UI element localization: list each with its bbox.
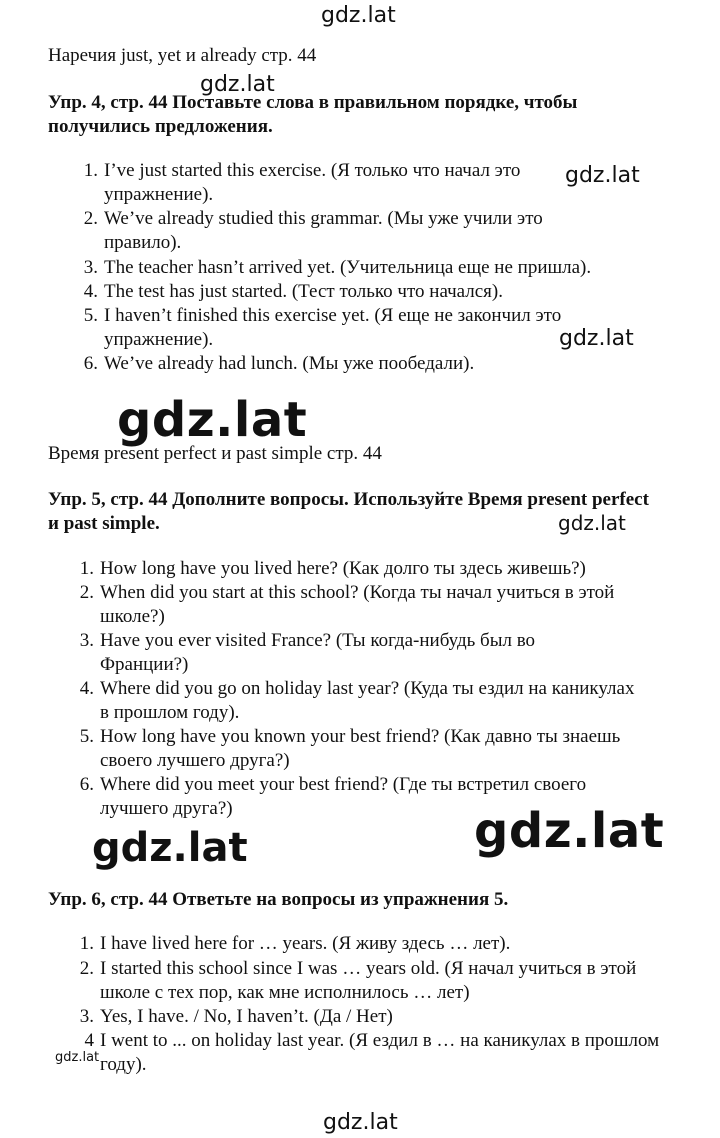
item-number: 6. xyxy=(83,353,98,374)
section-title: Наречия just, yet и already стр. 44 xyxy=(48,45,317,66)
exercise-heading: Упр. 6, стр. 44 Ответьте на вопросы из упражнения 5. xyxy=(48,889,509,910)
watermark: gdz.lat xyxy=(559,326,634,351)
item-text: I haven’t finished this exercise yet. (Я еще не закончил это упражнение). xyxy=(104,305,562,350)
item-text: Where did you go on holiday last year? (Куда ты ездил на каникулах в прошлом году). xyxy=(100,678,635,723)
exercise-heading: Упр. 5, стр. 44 Дополните вопросы. Используйте Время present perfect и past simple. xyxy=(48,489,649,534)
item-text: How long have you known your best friend? (Как давно ты знаешь своего лучшего друга?) xyxy=(100,726,621,771)
watermark: gdz.lat xyxy=(474,803,665,859)
list-item xyxy=(70,677,640,725)
item-number: 5. xyxy=(83,305,98,326)
list-item xyxy=(70,725,640,773)
item-text: Have you ever visited France? (Ты когда-нибудь был во Франции?) xyxy=(100,630,536,675)
item-text: When did you start at this school? (Когда ты начал учиться в этой школе?) xyxy=(100,582,615,627)
list-item xyxy=(70,957,680,1005)
item-text: I went to ... on holiday last year. (Я ездил в … на каникулах в прошлом году). xyxy=(100,1030,660,1075)
item-text: We’ve already had lunch. (Мы уже пообедали). xyxy=(104,353,475,374)
watermark: gdz.lat xyxy=(92,825,248,871)
list-item xyxy=(70,773,645,821)
watermark: gdz.lat xyxy=(200,72,275,97)
watermark: gdz.lat xyxy=(321,3,396,28)
watermark: gdz.lat xyxy=(558,511,626,535)
item-number: 1. xyxy=(83,160,98,181)
item-text: The teacher hasn’t arrived yet. (Учительница еще не пришла). xyxy=(104,257,592,278)
list-item xyxy=(78,159,574,207)
item-text: Yes, I have. / No, I haven’t. (Да / Нет) xyxy=(100,1006,393,1027)
list-item xyxy=(70,581,660,629)
item-text: How long have you lived here? (Как долго ты здесь живешь?) xyxy=(100,558,586,579)
item-number: 2. xyxy=(79,958,94,979)
item-number: 3. xyxy=(79,630,94,651)
list-item xyxy=(70,1005,660,1029)
item-number: 2. xyxy=(79,582,94,603)
item-text: The test has just started. (Тест только что начался). xyxy=(104,281,503,302)
list-item xyxy=(78,207,604,255)
item-number: 4 xyxy=(84,1030,94,1051)
list-item xyxy=(78,280,664,304)
watermark: gdz.lat xyxy=(323,1110,398,1135)
exercise-heading: Упр. 4, стр. 44 Поставьте слова в правильном порядке, чтобы получились предложения. xyxy=(48,92,578,137)
watermark: gdz.lat xyxy=(117,392,308,448)
item-number: 1. xyxy=(79,933,94,954)
list-item xyxy=(70,1029,675,1077)
item-text: I’ve just started this exercise. (Я только что начал это упражнение). xyxy=(104,160,521,205)
item-text: Where did you meet your best friend? (Где ты встретил своего лучшего друга?) xyxy=(100,774,587,819)
item-text: I have lived here for … years. (Я живу здесь … лет). xyxy=(100,933,511,954)
list-item xyxy=(70,629,620,677)
item-number: 2. xyxy=(83,208,98,229)
item-text: We’ve already studied this grammar. (Мы уже учили это правило). xyxy=(104,208,543,253)
item-number: 3. xyxy=(79,1006,94,1027)
list-item xyxy=(70,557,660,581)
list-item xyxy=(78,352,664,376)
section-title: Время present perfect и past simple стр. 44 xyxy=(48,443,382,464)
item-number: 5. xyxy=(79,726,94,747)
item-number: 4. xyxy=(79,678,94,699)
item-number: 4. xyxy=(83,281,98,302)
item-number: 6. xyxy=(79,774,94,795)
item-text: I started this school since I was … years old. (Я начал учиться в этой школе с тех пор, как мне исполнилось … лет) xyxy=(100,958,637,1003)
list-item xyxy=(78,304,624,352)
watermark: gdz.lat xyxy=(565,163,640,188)
list-item xyxy=(78,256,664,280)
item-number: 3. xyxy=(83,257,98,278)
list-item xyxy=(70,932,660,956)
item-number: 1. xyxy=(79,558,94,579)
watermark: gdz.lat xyxy=(55,1050,100,1065)
